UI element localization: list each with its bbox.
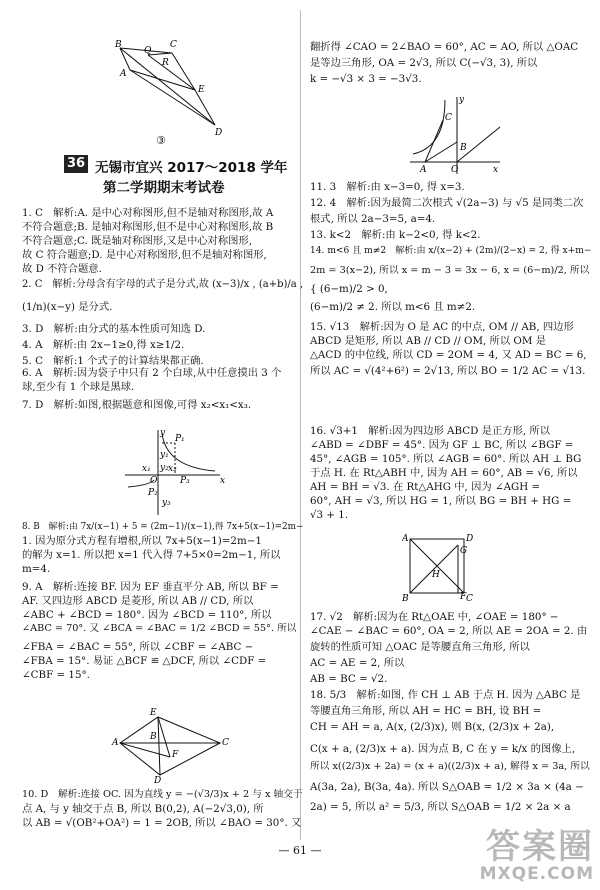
left-line: 2. C 解析:分母含有字母的式子是分式,故 (x−3)/x , (a+b)/a ,	[22, 279, 304, 290]
svg-text:y₁: y₁	[160, 450, 169, 460]
left-line: 不符合题意;C. 既是轴对称图形,又是中心对称图形,	[22, 235, 253, 247]
left-line: ∠FBA = 15°. 易证 △BCF ≌ △DCF, 所以 ∠CDF =	[22, 655, 267, 667]
left-line: 点 A, 与 y 轴交于点 B, 所以 B(0,2), A(−2√3,0), 所	[22, 803, 264, 815]
left-line: 4. A 解析:由 2x−1≥0,得 x≥1/2.	[22, 339, 185, 351]
figure-caption: ③	[156, 134, 166, 147]
right-line: 16. √3+1 解析:因为四边形 ABCD 是正方形, 所以	[310, 425, 550, 437]
svg-text:G: G	[460, 546, 468, 556]
left-line: 6. A 解析:因为袋子中只有 2 个白球,从中任意摸出 3 个	[22, 367, 282, 379]
right-line: 2m = 3(x−2), 所以 x = m − 3 = 3x − 6, x = (6−m)/2, 所以	[310, 265, 590, 276]
svg-text:B: B	[150, 732, 157, 742]
svg-text:x: x	[493, 165, 499, 175]
svg-text:P₁: P₁	[175, 434, 185, 444]
right-line: 于点 H. 在 Rt△ABH 中, 因为 AH = 60°, AB = √6, 所以	[310, 467, 578, 479]
q7-graph-figure	[120, 425, 230, 520]
watermark	[479, 827, 594, 884]
fig-label-d: D	[215, 128, 223, 138]
left-line: 10. D 解析:连接 OC. 因为直线 y = −(√3/3)x + 2 与 x 轴交于	[22, 789, 303, 800]
left-line: AF. 又四边形 ABCD 是菱形, 所以 AB // CD, 所以	[22, 595, 254, 607]
svg-text:H: H	[432, 570, 440, 580]
svg-text:O: O	[150, 476, 158, 486]
section-title-line1: 无锡市宜兴 2017～2018 学年	[95, 160, 288, 176]
right-line: 所以 x((2/3)x + 2a) = (x + a)((2/3)x + a), 解得 x = 3a, 所以	[310, 761, 590, 772]
svg-text:O: O	[451, 165, 459, 175]
fig-label-q: Q	[144, 46, 152, 56]
fig-label-r: R	[162, 58, 169, 68]
right-line: 旋转的性质可知 △OAC 是等腰直角三角形, 所以	[310, 641, 530, 653]
top-geometry-figure	[100, 35, 230, 145]
svg-text:y: y	[160, 428, 166, 438]
svg-text:F: F	[460, 592, 467, 602]
q9-rhombus-figure	[110, 705, 230, 785]
left-line: (1/n)(x−y) 是分式.	[22, 301, 113, 313]
left-line: 以 AB = √(OB²+OA²) = 1 = 2OB, 所以 ∠BAO = 30°. 又	[22, 817, 302, 829]
right-line: 18. 5/3 解析:如图, 作 CH ⊥ AB 于点 H. 因为 △ABC 是	[310, 689, 581, 701]
right-line: { (6−m)/2 > 0,	[310, 283, 388, 295]
right-line: 等腰直角三角形, 所以 AH = HC = BH, 设 BH =	[310, 705, 542, 717]
fig-label-b: B	[115, 40, 122, 50]
right-line: ABCD 是矩形, 所以 AB // CD // OM, 所以 OM 是	[310, 335, 546, 347]
right-line: 2a) = 5, 所以 a² = 5/3, 所以 S△OAB = 1/2 × 2a × a	[310, 801, 571, 813]
left-line: ∠ABC + ∠BCD = 180°. 因为 ∠BCD = 110°, 所以	[22, 609, 272, 621]
q10-hyperbola-figure	[405, 92, 505, 177]
svg-text:y₃: y₃	[162, 498, 171, 508]
section-title-line2: 第二学期期末考试卷	[103, 180, 225, 196]
left-line: 1. 因为原分式方程有增根,所以 7x+5(x−1)=2m−1	[22, 535, 262, 547]
page-number: — 61 —	[278, 844, 322, 857]
svg-text:A: A	[420, 165, 427, 175]
right-line: 根式, 所以 2a−3=5, a=4.	[310, 213, 436, 225]
svg-text:y₂: y₂	[160, 463, 169, 473]
watermark-logo-text: 答案圈	[486, 827, 594, 867]
fig-label-c: C	[170, 40, 177, 50]
right-line: 60°, AH = √3, 所以 HG = 1, 所以 BG = BH + HG =	[310, 495, 572, 507]
right-line: 12. 4 解析:因为最简二次根式 √(2a−3) 与 √5 是同类二次	[310, 197, 584, 209]
right-line: 13. k<2 解析:由 k−2<0, 得 k<2.	[310, 229, 481, 241]
svg-text:B: B	[460, 143, 467, 153]
right-line: 15. √13 解析:因为 O 是 AC 的中点, OM // AB, 四边形	[310, 321, 574, 333]
svg-text:P₃: P₃	[180, 476, 190, 486]
left-line: 故 D 不符合题意.	[22, 263, 102, 275]
svg-text:y: y	[459, 95, 465, 105]
right-line: △ACD 的中位线, 所以 CD = 2OM = 4, 又 AD = BC = 6,	[310, 349, 587, 361]
left-line: 不符合题意;B. 是轴对称图形,但不是中心对称图形,故 B	[22, 221, 274, 233]
section-number: 36	[64, 155, 88, 173]
left-line: ∠FBA = ∠BAC = 55°, 所以 ∠CBF = ∠ABC −	[22, 641, 254, 653]
right-line: (6−m)/2 ≠ 2. 所以 m<6 且 m≠2.	[310, 301, 476, 313]
right-line: 11. 3 解析:由 x−3=0, 得 x=3.	[310, 181, 465, 193]
right-line: C(x + a, (2/3)x + a). 因为点 B, C 在 y = k/x 的图像上,	[310, 743, 576, 755]
right-line: ∠CAE − ∠BAC = 60°, OA = 2, 所以 AE = 2OA = 2. 由	[310, 625, 588, 637]
right-line: AH = BH = √3. 在 Rt△AHG 中, 因为 ∠AGH =	[310, 481, 541, 493]
right-line: ∠ABD = ∠DBF = 45°. 因为 GF ⊥ BC, 所以 ∠BGF =	[310, 439, 574, 451]
svg-text:A: A	[402, 534, 409, 544]
svg-text:D: D	[154, 776, 162, 785]
right-line: 翻折得 ∠CAO = 2∠BAO = 60°, AC = AO, 所以 △OAC	[310, 41, 579, 53]
svg-text:C: C	[466, 594, 473, 603]
watermark-url: MXQE.COM	[479, 864, 594, 884]
right-line: 45°, ∠AGB = 105°. 所以 ∠AGB = 60°. 所以 AH ⊥ BG	[310, 453, 582, 465]
svg-text:B: B	[402, 594, 409, 603]
q16-square-figure	[402, 533, 482, 603]
right-line: CH = AH = a, A(x, (2/3)x), 则 B(x, (2/3)x + 2a),	[310, 721, 555, 733]
right-line: k = −√3 × 3 = −3√3.	[310, 73, 422, 85]
right-line: AB = BC = √2.	[310, 673, 388, 685]
left-line: 5. C 解析:1 个式子的计算结果都正确.	[22, 355, 204, 367]
left-line: 8. B 解析:由 7x/(x−1) + 5 = (2m−1)/(x−1),得 7x+5(x−1)=2m−	[22, 522, 304, 532]
svg-text:C: C	[222, 738, 229, 748]
fig-label-a: A	[120, 69, 127, 79]
left-line: m=4.	[22, 563, 51, 575]
left-line: 7. D 解析:如图,根据题意和图像,可得 x₂<x₁<x₃.	[22, 399, 252, 411]
svg-text:E: E	[150, 708, 157, 718]
left-line: 9. A 解析:连接 BF. 因为 EF 垂直平分 AB, 所以 BF =	[22, 581, 279, 593]
svg-text:x₁: x₁	[142, 464, 151, 474]
svg-text:C: C	[445, 113, 452, 123]
column-divider	[300, 10, 301, 840]
left-line: 1. C 解析:A. 是中心对称图形,但不是轴对称图形,故 A	[22, 207, 274, 219]
left-line: ∠ABC = 70°. 又 ∠BCA = ∠BAC = 1/2 ∠BCD = 55°. 所以	[22, 623, 297, 634]
right-line: 是等边三角形, OA = 2√3, 所以 C(−√3, 3), 所以	[310, 57, 538, 69]
svg-text:A: A	[112, 738, 119, 748]
right-line: 所以 AC = √(4²+6²) = 2√13, 所以 BO = 1/2 AC = √13.	[310, 365, 586, 377]
right-line: 14. m<6 且 m≠2 解析:由 x/(x−2) + (2m)/(2−x) = 2, 得 x+m−	[310, 246, 592, 256]
svg-text:x₂: x₂	[168, 464, 177, 474]
left-line: ∠CBF = 15°.	[22, 669, 90, 681]
svg-text:x: x	[220, 476, 226, 486]
svg-text:F: F	[172, 750, 179, 760]
right-line: 17. √2 解析:因为在 Rt△OAE 中, ∠OAE = 180° −	[310, 611, 559, 623]
right-line: √3 + 1.	[310, 509, 349, 521]
left-line: 3. D 解析:由分式的基本性质可知选 D.	[22, 323, 206, 335]
left-line: 故 C 符合题意;D. 是中心对称图形,但不是轴对称图形,	[22, 249, 267, 261]
right-line: A(3a, 2a), B(3a, 4a). 所以 S△OAB = 1/2 × 3a × (4a −	[310, 781, 584, 793]
fig-label-e: E	[198, 85, 205, 95]
svg-text:P₂: P₂	[148, 488, 158, 498]
left-line: 的解为 x=1. 所以把 x=1 代入得 7+5×0=2m−1, 所以	[22, 549, 281, 561]
right-line: AC = AE = 2, 所以	[310, 657, 405, 669]
svg-text:D: D	[466, 534, 474, 544]
left-line: 球,至少有 1 个球是黑球.	[22, 381, 135, 393]
